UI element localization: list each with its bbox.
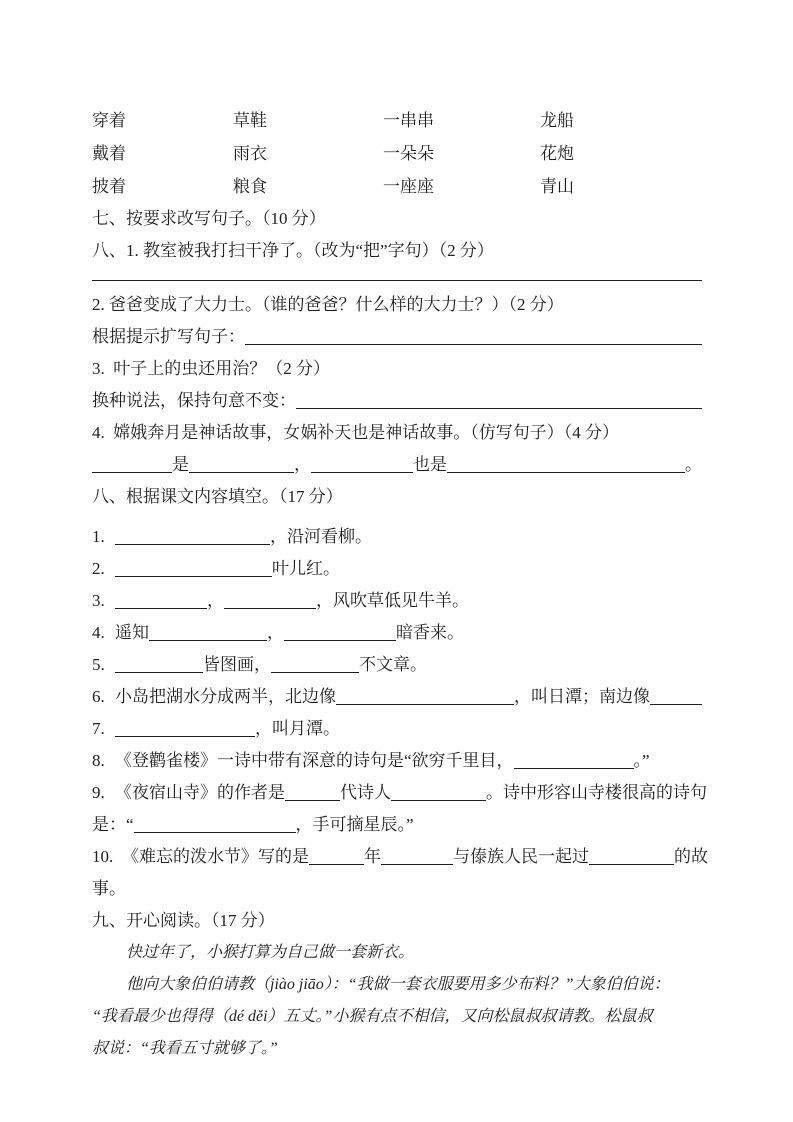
- match-word: 一朵朵: [383, 144, 434, 163]
- passage-paragraph: [92, 969, 702, 1001]
- item-number: 3.: [92, 591, 105, 610]
- passage-paragraph: [92, 1001, 702, 1033]
- match-word: 龙船: [540, 111, 574, 130]
- heading-text: 七、按要求改写句子。（10 分）: [92, 209, 326, 228]
- match-word: 一串串: [383, 111, 434, 130]
- fill-item-9: [92, 777, 707, 809]
- answer-blank: [381, 864, 453, 865]
- answer-blank: [589, 864, 674, 865]
- match-word: 披着: [92, 177, 126, 196]
- answer-label: 根据提示扩写句子：: [92, 327, 245, 346]
- answer-label: 换种说法，保持句意不变：: [92, 391, 296, 410]
- answer-blank: [650, 704, 702, 705]
- item-text: ，叫月潭。: [255, 719, 340, 738]
- question-8-1: [92, 235, 702, 267]
- question-8-3: [92, 353, 702, 385]
- passage-paragraph: [92, 937, 702, 969]
- question-text: 3. 叶子上的虫还用治？（2 分）: [92, 359, 330, 378]
- item-number: 1.: [92, 527, 105, 546]
- answer-blank: [149, 640, 267, 641]
- passage-text: 他向大象伯伯请教（jiào jiāo）：“我做一套衣服要用多少布料？”大象伯伯说：: [126, 976, 670, 993]
- question-8-2: [92, 289, 702, 321]
- passage-paragraph: [92, 1033, 702, 1065]
- section-7-heading: [92, 203, 702, 235]
- fill-item-1: [92, 521, 702, 553]
- match-word: 穿着: [92, 111, 126, 130]
- item-number: 4.: [92, 623, 105, 642]
- question-text: 八、1. 教室被我打扫干净了。（改为“把”字句）（2 分）: [92, 241, 494, 260]
- answer-blank: [285, 800, 340, 801]
- answer-blank: [271, 672, 359, 673]
- answer-blank: [115, 672, 203, 673]
- answer-blank: [115, 736, 255, 737]
- answer-blank: [92, 472, 172, 473]
- item-number: 10.: [92, 847, 114, 866]
- item-text: ，叫日潭；南边像: [514, 687, 650, 706]
- item-text: 《夜宿山寺》的作者是: [115, 783, 285, 802]
- item-text: 的故: [674, 847, 708, 866]
- passage-text: 叔说：“我看五寸就够了。”: [92, 1040, 278, 1057]
- fill-item-7: [92, 713, 702, 745]
- item-text: 《难忘的泼水节》写的是: [122, 847, 309, 866]
- answer-blank: [336, 704, 514, 705]
- fill-item-10: [92, 841, 708, 873]
- answer-blank: [189, 472, 294, 473]
- question-8-2-answer: [92, 321, 702, 353]
- answer-text: 。: [685, 455, 702, 474]
- question-text: 2. 爸爸变成了大力士。（谁的爸爸？什么样的大力士？）（2 分）: [92, 295, 564, 314]
- answer-blank: [284, 640, 396, 641]
- item-number: 8.: [92, 751, 105, 770]
- answer-rule: [92, 280, 702, 281]
- item-text: 。”: [633, 751, 650, 770]
- match-word: 一座座: [383, 177, 434, 196]
- answer-text: ，: [294, 455, 311, 474]
- heading-text: 九、开心阅读。（17 分）: [92, 911, 275, 930]
- answer-blank: [245, 344, 702, 345]
- item-text: 《登鹳雀楼》一诗中带有深意的诗句是“欲穷千里目，: [115, 751, 514, 770]
- passage-text: 快过年了，小猴打算为自己做一套新衣。: [126, 944, 415, 961]
- item-text: 与傣族人民一起过: [453, 847, 589, 866]
- fill-item-8: [92, 745, 702, 777]
- item-text: ，: [267, 623, 284, 642]
- item-number: 9.: [92, 783, 105, 802]
- match-word: 戴着: [92, 144, 126, 163]
- answer-blank: [296, 408, 702, 409]
- item-text: 事。: [92, 879, 126, 898]
- answer-blank: [134, 832, 296, 833]
- item-text: ，: [207, 591, 224, 610]
- answer-blank: [309, 864, 364, 865]
- match-word: 粮食: [233, 177, 267, 196]
- item-text: ，风吹草低见牛羊。: [316, 591, 469, 610]
- item-text: 遥知: [115, 623, 149, 642]
- answer-blank: [115, 544, 270, 545]
- fill-item-9-cont: [92, 809, 702, 841]
- heading-text: 八、根据课文内容填空。（17 分）: [92, 487, 343, 506]
- answer-blank: [514, 768, 634, 769]
- fill-item-5: [92, 649, 702, 681]
- item-text: ，沿河看柳。: [270, 527, 372, 546]
- word-matching-table: [92, 104, 702, 203]
- answer-blank: [115, 576, 272, 577]
- answer-text: 是: [172, 455, 189, 474]
- answer-blank: [224, 608, 316, 609]
- item-number: 2.: [92, 559, 105, 578]
- fill-item-10-cont: [92, 873, 702, 905]
- question-8-3-answer: [92, 385, 702, 417]
- answer-blank: [391, 800, 486, 801]
- item-text: 小岛把湖水分成两半，北边像: [115, 687, 336, 706]
- item-text: 。诗中形容山寺楼很高的诗句: [486, 783, 707, 802]
- fill-item-4: [92, 617, 702, 649]
- item-text: 不文章。: [359, 655, 427, 674]
- answer-text: 也是: [413, 455, 447, 474]
- answer-blank: [311, 472, 413, 473]
- section-8-heading: [92, 481, 702, 513]
- item-number: 6.: [92, 687, 105, 706]
- match-word: 草鞋: [233, 111, 267, 130]
- item-text: 暗香来。: [396, 623, 464, 642]
- question-8-4: [92, 417, 702, 449]
- match-word: 雨衣: [233, 144, 267, 163]
- question-text: 4. 嫦娥奔月是神话故事，女娲补天也是神话故事。（仿写句子）（4 分）: [92, 423, 619, 442]
- answer-blank: [115, 608, 207, 609]
- section-9-heading: [92, 905, 702, 937]
- item-number: 7.: [92, 719, 105, 738]
- fill-item-3: [92, 585, 702, 617]
- fill-item-2: [92, 553, 702, 585]
- item-text: ，手可摘星辰。”: [295, 815, 414, 834]
- item-text: 年: [364, 847, 381, 866]
- answer-blank: [447, 472, 685, 473]
- item-number: 5.: [92, 655, 105, 674]
- item-text: 皆图画，: [203, 655, 271, 674]
- item-text: 叶儿红。: [272, 559, 340, 578]
- item-text: 代诗人: [340, 783, 391, 802]
- passage-text: “我看最少也得得（dé děi）五丈。”小猴有点不相信，又向松鼠叔叔请教。松鼠叔: [92, 1008, 653, 1025]
- question-8-4-answer: [92, 449, 702, 481]
- match-word: 青山: [540, 177, 574, 196]
- match-word: 花炮: [540, 144, 574, 163]
- fill-item-6: [92, 681, 702, 713]
- item-text: 是：“: [92, 815, 134, 834]
